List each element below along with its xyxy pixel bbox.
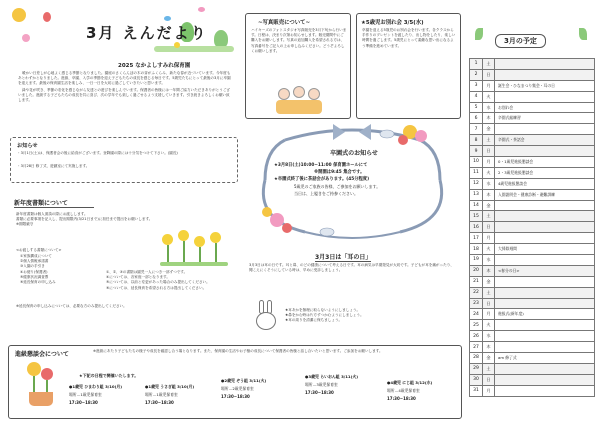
schedule-event: 卒園式総練習 <box>498 115 521 121</box>
bird-icon <box>320 228 334 236</box>
schedule-weekday: 火 <box>483 320 495 330</box>
notice-title: お知らせ <box>17 143 38 149</box>
intro-text <box>18 71 232 103</box>
slot-class: ●4歳児 にじ組 <box>387 380 414 385</box>
schedule-day: 31 <box>470 386 483 396</box>
documents-list-item: ⑥延長保育の申し込み <box>20 280 56 285</box>
slot-class: ●2歳児 ぞう組 <box>221 378 248 383</box>
slot-place: 場所…4歳児保育室 <box>387 388 420 393</box>
schedule-row <box>470 386 594 397</box>
documents-section <box>10 190 238 320</box>
schedule-weekday: 月 <box>483 309 495 319</box>
slot-time: 17:30~18:30 <box>221 394 250 399</box>
documents-note: ④については、各家庭一部となります。 <box>106 275 170 280</box>
bouquet-icon <box>262 207 292 233</box>
schedule-weekday: 木 <box>483 266 495 276</box>
bird-icon <box>198 7 205 12</box>
interview-slot <box>305 374 383 412</box>
schedule-weekday: 土 <box>483 211 495 221</box>
documents-list <box>20 254 100 285</box>
schedule-weekday: 金 <box>483 353 495 363</box>
sun-icon <box>12 8 26 22</box>
interview-slot <box>387 380 461 414</box>
documents-footer: ※延長保育の申し込みについては、必要な方のみ提出してください。 <box>16 304 127 308</box>
ear-day-tips <box>285 308 455 324</box>
interview-subtitle: ★下記の日程で開催いたします。 <box>79 373 139 378</box>
documents-note: ⑤については、以前と変更があった場合のみ提出してください。 <box>106 280 210 285</box>
schedule-row <box>470 266 594 277</box>
schedule-row <box>470 255 594 266</box>
slot-class: ●1歳児 ひまわり組 <box>69 384 104 389</box>
leaf-icon <box>475 28 483 40</box>
schedule-row <box>470 103 594 114</box>
schedule-day: 25 <box>470 320 483 330</box>
leaf-icon <box>579 28 587 40</box>
schedule-title: 3月の予定 <box>495 34 546 48</box>
documents-list-item: ④お便り(保護者) <box>20 269 48 274</box>
schedule-row <box>470 288 594 299</box>
schedule-day: 11 <box>470 168 483 178</box>
graduation-line: ★3月8日(土)10:00~11:00 保育園ホールにて <box>274 163 368 168</box>
schedule-weekday: 日 <box>483 375 495 385</box>
documents-list-item: ③入園の手引き <box>20 264 45 269</box>
schedule-weekday: 土 <box>483 288 495 298</box>
balloon-icon <box>43 12 51 22</box>
schedule-row <box>470 320 594 331</box>
slot-time: 17:30~18:30 <box>69 400 98 405</box>
schedule-event: 進級式(新年度) <box>498 311 524 317</box>
schedule-day: 9 <box>470 146 483 156</box>
rabbit-illustration <box>253 300 283 334</box>
schedule-weekday: 水 <box>483 103 495 113</box>
schedule-event: お別れ会 <box>498 104 514 110</box>
schedule-day: 13 <box>470 190 483 200</box>
schedule-weekday: 火 <box>483 168 495 178</box>
schedule-day: 28 <box>470 353 483 363</box>
ear-day-text: 3月3日は耳の日です。耳と鼻、のどの健康について考える日です。耳の病気は早期発見が大切です。子どもが耳を痛がったり、聞こえにくそうにしている時は、早めに受診しましょう。 <box>249 263 454 273</box>
documents-title: 新年度書類について <box>14 200 68 207</box>
schedule-row <box>470 375 594 386</box>
schedule-day: 6 <box>470 113 483 123</box>
schedule-day: 17 <box>470 233 483 243</box>
interview-slot <box>145 384 217 414</box>
schedule-day: 10 <box>470 157 483 167</box>
schedule-weekday: 火 <box>483 92 495 102</box>
schedule-weekday: 月 <box>483 157 495 167</box>
bird-icon <box>164 16 171 21</box>
photo-sale-box <box>245 13 351 119</box>
documents-list-item: ①家族構成について <box>20 254 52 258</box>
schedule-row <box>470 299 594 310</box>
notice-item: ・3月28日 修了式、遊戯室にて実施します。 <box>17 164 90 168</box>
schedule-row <box>470 277 594 288</box>
ear-day-tip: ★鼻をかむ時は片方ずつかむようにしましょう。 <box>285 313 364 318</box>
slot-date: 3/11(火) <box>341 374 359 379</box>
graduation-section <box>274 148 434 197</box>
schedule-header <box>469 24 595 54</box>
farewell-box <box>356 13 461 119</box>
schedule-weekday: 日 <box>483 299 495 309</box>
ear-day-tip: ★耳の周りを清潔に保ちましょう。 <box>285 318 343 323</box>
schedule-weekday: 日 <box>483 222 495 232</box>
school-name: 2025 なかよしすみれ保育園 <box>118 63 191 69</box>
schedule-weekday: 月 <box>483 81 495 91</box>
farewell-text: 卒園を迎える5歳児のお別れ会を行います。各クラスから手作りのプレゼントを渡したり、出し物をしたり、楽しい時間を過ごします。5歳児にとって素敵な思い出になるよう準備を進めています。 <box>362 28 456 48</box>
schedule-row <box>470 222 594 233</box>
schedule-row <box>470 342 594 353</box>
documents-list-title: <お渡しする書類について> <box>16 248 62 252</box>
slot-time: 17:30~18:30 <box>387 396 416 401</box>
schedule-weekday: 月 <box>483 233 495 243</box>
graduation-title: 卒園式のお知らせ <box>330 150 378 157</box>
schedule-weekday: 金 <box>483 277 495 287</box>
schedule-day: 3 <box>470 81 483 91</box>
children-illustration <box>274 84 324 116</box>
schedule-row <box>470 113 594 124</box>
documents-paragraph: 新年度書類は個人面談の際にお渡しします。 <box>16 212 88 216</box>
page-title: 3月 えんだより <box>86 24 208 42</box>
schedule-row <box>470 364 594 375</box>
slot-place: 場所…2歳児保育室 <box>221 386 254 391</box>
schedule-weekday: 水 <box>483 255 495 265</box>
schedule-table <box>469 58 595 397</box>
flower-icon <box>22 34 30 42</box>
slot-date: 3/12(水) <box>415 380 433 385</box>
schedule-row <box>470 59 594 70</box>
schedule-weekday: 日 <box>483 146 495 156</box>
schedule-weekday: 木 <box>483 190 495 200</box>
schedule-day: 7 <box>470 124 483 134</box>
schedule-event: 4歳児進級懇談会 <box>498 180 527 186</box>
schedule-row <box>470 146 594 157</box>
schedule-weekday: 金 <box>483 124 495 134</box>
interview-slot <box>69 384 141 414</box>
schedule-day: 29 <box>470 364 483 374</box>
schedule-weekday: 土 <box>483 364 495 374</box>
interview-box <box>8 345 462 419</box>
schedule-row <box>470 179 594 190</box>
graduation-line: ★卒園式終了後に茶話会があります。(45分程度) <box>274 177 370 182</box>
documents-paragraph: 書類に必要事項を記入し、提出期限内(3/21日まで)に担任まで提出をお願いします。 <box>16 217 153 222</box>
schedule-event: <春分の日> <box>498 267 520 273</box>
documents-note: ⑥については、延長保育を希望される方は提出してください。 <box>106 285 207 290</box>
schedule-event: 入園説明会・健康診断・避難訓練 <box>498 191 555 197</box>
schedule-event: 大掃除週間 <box>498 246 517 252</box>
photo-sale-text: ハイキーズのフォトスタジオ写真販売を3月下旬から行います。日程は、決まり次第お知らせします。販売期間中にご購入をお願いします。写真の追加購入を希望される方は、写真番号をご記入の上お申し込みください。どうぞよろしくお願いします。 <box>251 28 347 53</box>
schedule-day: 16 <box>470 222 483 232</box>
slot-place: 場所…3歳児保育室 <box>305 382 338 387</box>
intro-paragraph: 暖かい日差しが心地よく感じる季節となりました。園庭のさくらんぼの木の芽がふくらみ、新たな春が近づいています。今年度もあとわずかとなりました。進級、卒園、入学の季節を迎え子どもたちの成長を感じる毎日です。5歳児たちにとって最後の3月に卒園を迎えます。最後の保育園生活を楽しみ、一日一日を大切に過ごしていきたいと思います。 <box>18 71 231 86</box>
schedule-event: 0・1歳児進級懇談会 <box>498 158 534 164</box>
schedule-weekday: 木 <box>483 113 495 123</box>
ear-day-tip: ★耳あかを無理に取らないようにしましょう。 <box>285 308 361 312</box>
schedule-day: 5 <box>470 103 483 113</box>
schedule-row <box>470 168 594 179</box>
schedule-day: 20 <box>470 266 483 276</box>
schedule-row <box>470 157 594 168</box>
schedule-day: 27 <box>470 342 483 352</box>
documents-list-item: ⑤健康状況調査票 <box>20 274 49 279</box>
schedule-row <box>470 124 594 135</box>
schedule-event: 卒園式・茶話会 <box>498 137 525 143</box>
schedule-row <box>470 233 594 244</box>
schedule-day: 24 <box>470 309 483 319</box>
flower-pot-illustration <box>23 360 59 410</box>
intro-paragraph: 緑や花が咲き、季節の変化を感じながら友達との遊びを楽しんでいます。保護者の皆様には一年間ご協力いただきありがとうございました。進級する子どもたちの成長を共に喜び、次の学年でも楽しく過ごせるよう支援していきます。引き続きよろしくお願い致します。 <box>18 87 231 103</box>
ear-day-section <box>245 250 461 342</box>
schedule-event: am 修了式 <box>498 354 517 360</box>
slot-class: ●3歳児 らいおん組 <box>305 374 340 379</box>
farewell-title: ★5歳児お別れ会 3/5(水) <box>361 20 424 26</box>
tulip-illustration <box>160 228 230 268</box>
slot-class: ●1歳児 うさぎ組 <box>145 384 176 389</box>
interview-slot <box>221 378 299 412</box>
documents-text <box>16 212 156 228</box>
schedule-row <box>470 92 594 103</box>
schedule-day: 18 <box>470 244 483 254</box>
graduation-line: 当日は、上履きをご持参ください。 <box>294 191 358 196</box>
schedule-day: 14 <box>470 201 483 211</box>
photo-sale-title: ~写真販売について~ <box>258 20 311 26</box>
schedule-day: 1 <box>470 59 483 69</box>
schedule-weekday: 土 <box>483 59 495 69</box>
notice-section <box>10 137 238 183</box>
schedule-row <box>470 135 594 146</box>
schedule-day: 19 <box>470 255 483 265</box>
schedule-weekday: 土 <box>483 135 495 145</box>
ground <box>154 46 234 52</box>
schedule-day: 15 <box>470 211 483 221</box>
schedule-row <box>470 309 594 320</box>
notice-item: ・3月1日(土)は、保護者会の後に給食がございます。登降園の際には十分気をつけて下さい。(園長) <box>17 151 178 155</box>
slot-place: 場所…1歳児保育室 <box>69 392 102 397</box>
schedule-day: 21 <box>470 277 483 287</box>
slot-time: 17:30~18:30 <box>305 390 334 395</box>
schedule-day: 2 <box>470 70 483 80</box>
ribbon-bow-icon <box>333 124 371 140</box>
slot-time: 17:30~18:30 <box>145 400 174 405</box>
schedule-day: 22 <box>470 288 483 298</box>
schedule-row <box>470 353 594 364</box>
slot-place: 場所…1歳児保育室 <box>145 392 178 397</box>
schedule-weekday: 金 <box>483 201 495 211</box>
graduation-line: 5歳児のご家族の皆様、ご参加をお願いします。 <box>294 184 381 189</box>
schedule-weekday: 火 <box>483 244 495 254</box>
bird-icon <box>380 130 394 138</box>
schedule-day: 8 <box>470 135 483 145</box>
interview-text: ※進級にあたり子どもたちの様子や成長を確認し合う場となります。また、保育園の生活やお子様の成長について保護者の皆様と話し合いたいと思います。ご参加をお願いします。 <box>93 349 383 353</box>
slot-date: 3/10(月) <box>105 384 123 389</box>
documents-notes <box>106 270 236 291</box>
schedule-day: 26 <box>470 331 483 341</box>
ear-day-title: 3月3日は「耳の日」 <box>315 254 372 261</box>
slot-date: 3/11(火) <box>249 378 267 383</box>
schedule-day: 12 <box>470 179 483 189</box>
schedule-row <box>470 244 594 255</box>
schedule-weekday: 水 <box>483 179 495 189</box>
schedule-weekday: 月 <box>483 386 495 396</box>
schedule-row <box>470 331 594 342</box>
schedule-row <box>470 201 594 212</box>
documents-paragraph: ※期限厳守 <box>16 222 34 227</box>
schedule-weekday: 日 <box>483 70 495 80</box>
schedule-day: 4 <box>470 92 483 102</box>
documents-list-item: ②個人情報承諾書 <box>20 259 49 264</box>
schedule-event: 2・3歳児進級懇談会 <box>498 169 534 175</box>
schedule-row <box>470 211 594 222</box>
documents-note: ①、②、③の書類は園児一人につき一部ずつです。 <box>106 270 188 274</box>
schedule-event: 誕生会・ひなまつり集会・耳の日 <box>498 82 555 88</box>
schedule-day: 30 <box>470 375 483 385</box>
schedule-row <box>470 190 594 201</box>
schedule-row <box>470 70 594 81</box>
schedule-weekday: 水 <box>483 331 495 341</box>
schedule-day: 23 <box>470 299 483 309</box>
schedule-weekday: 木 <box>483 342 495 352</box>
interview-title: 進級懇談会について <box>15 351 69 358</box>
graduation-line: ※開園は9:45 集合です。 <box>314 170 365 175</box>
slot-date: 3/10(月) <box>177 384 195 389</box>
schedule-row <box>470 81 594 92</box>
